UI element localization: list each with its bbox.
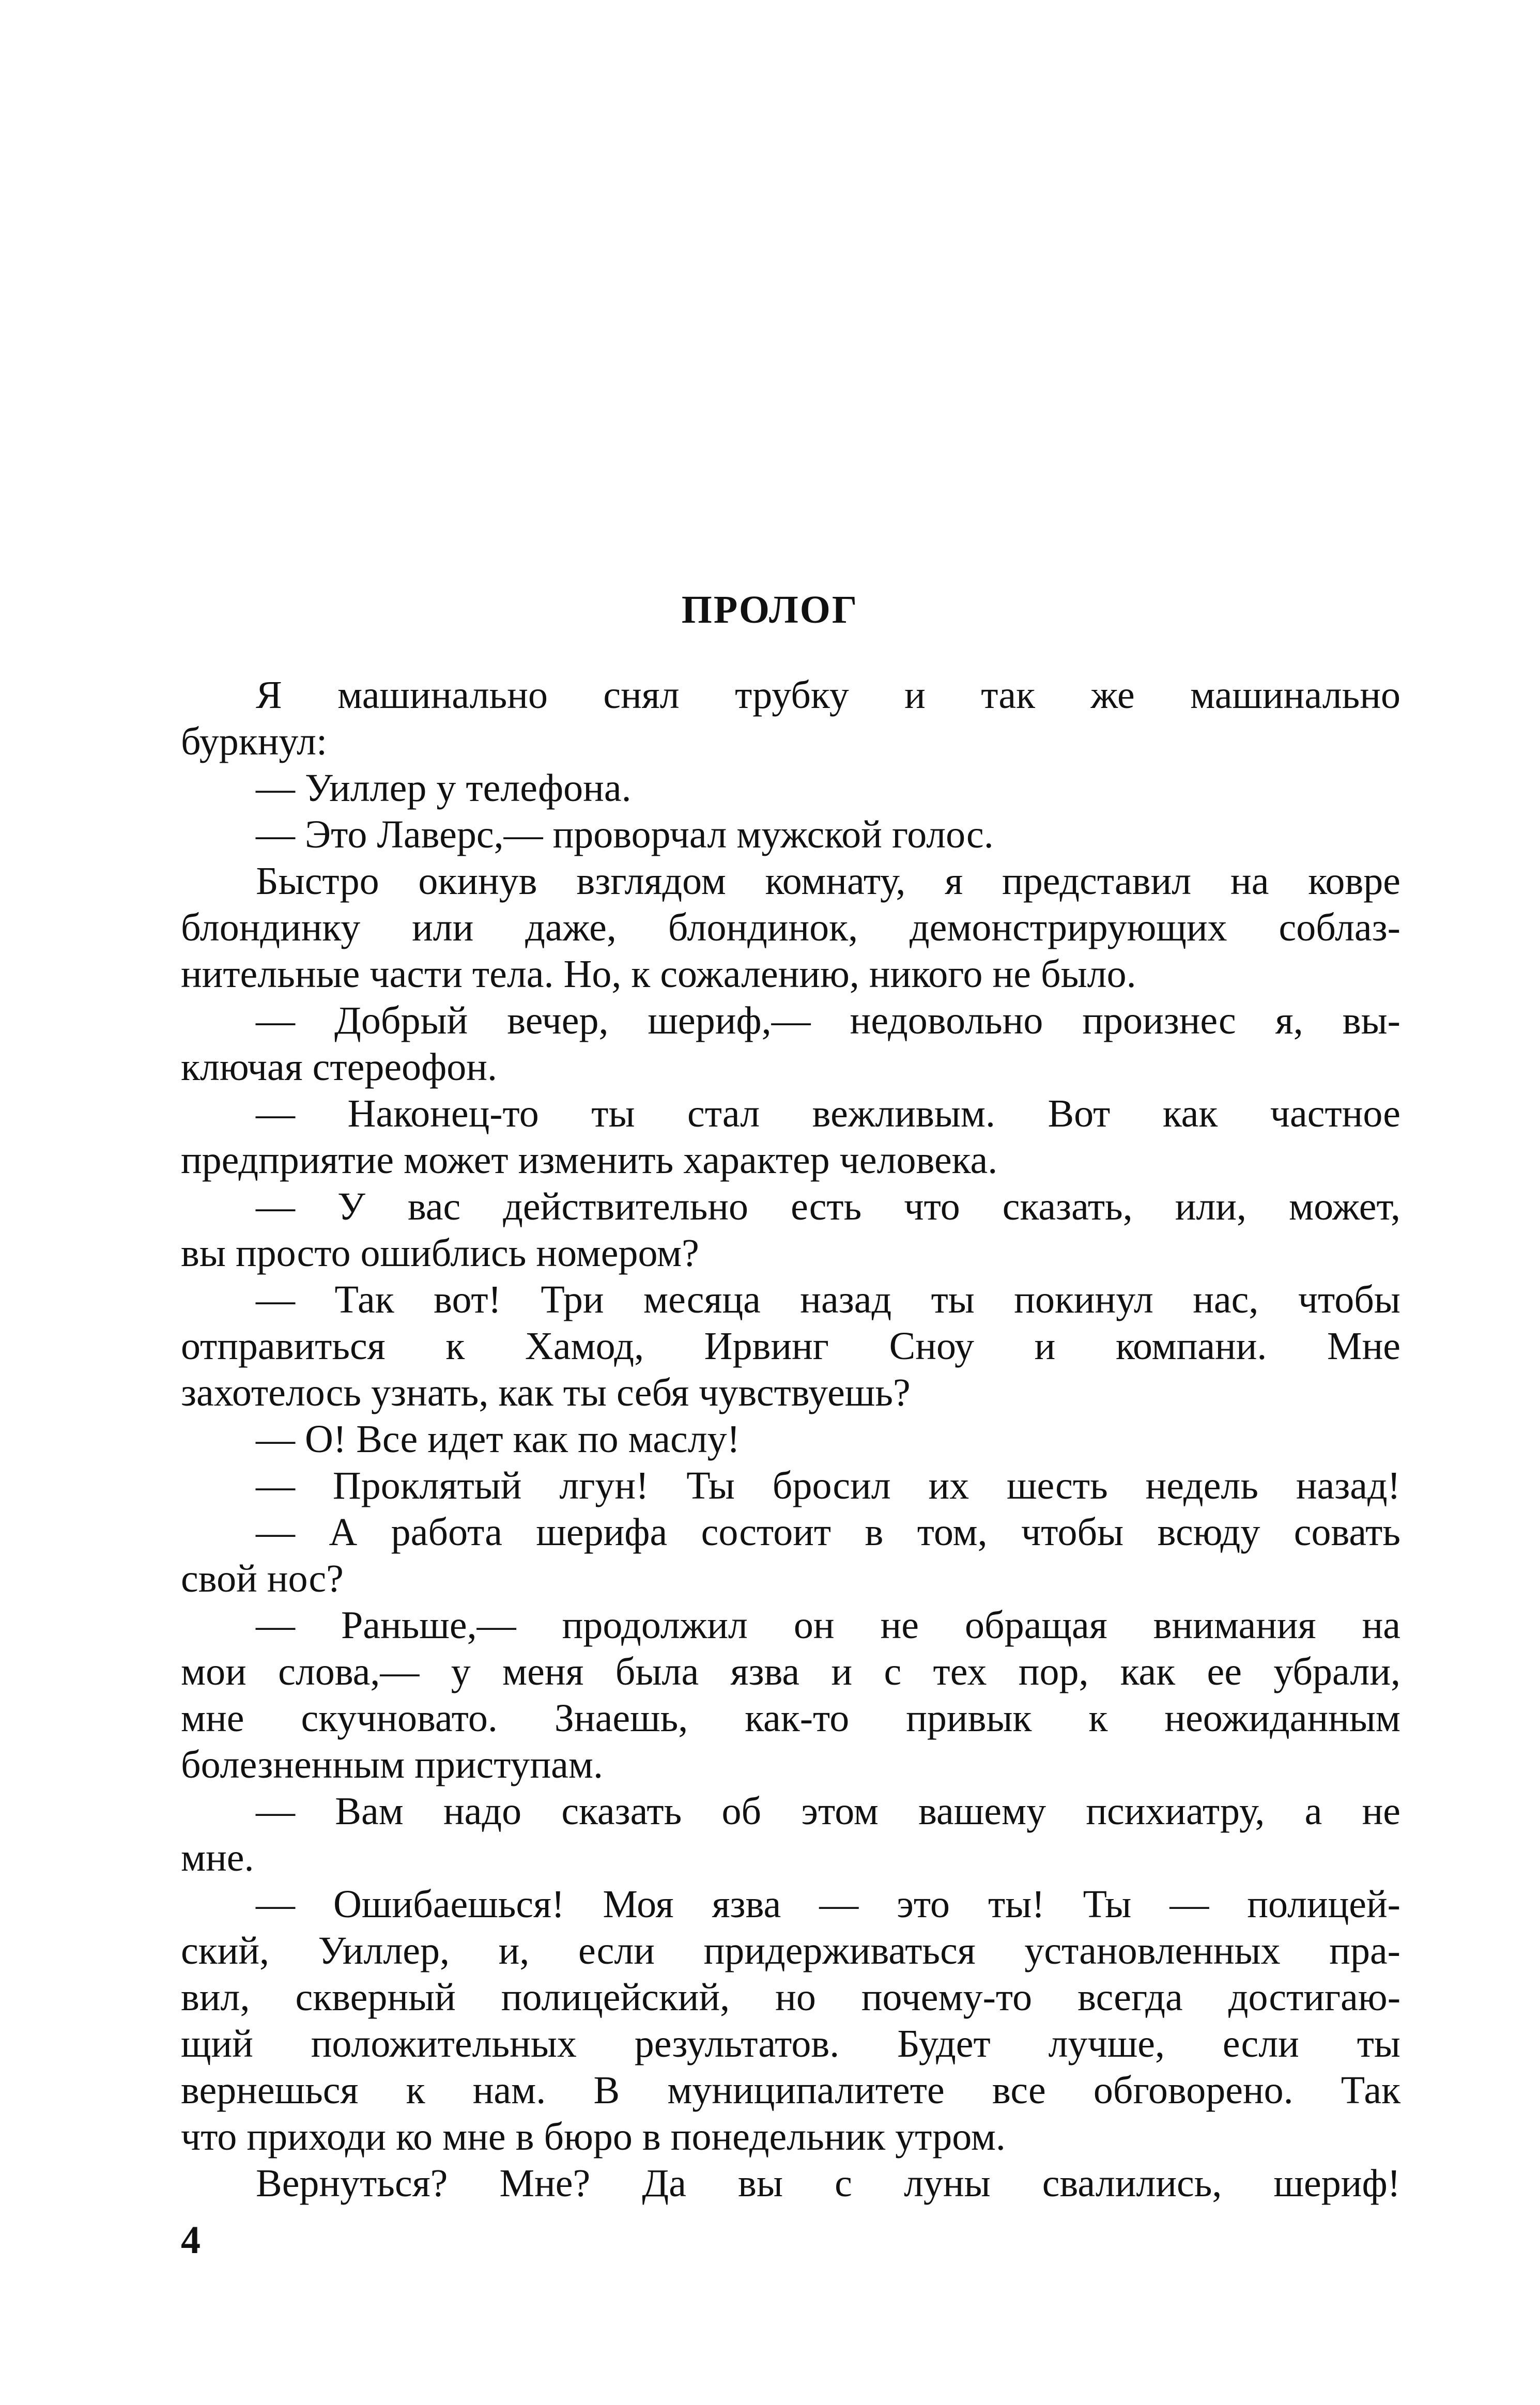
page-number: 4 [181,2218,201,2262]
text-line: вы просто ошиблись номером? [181,1231,699,1275]
text-line: болезненным приступам. [181,1743,603,1786]
text-line: — Наконец-то ты стал вежливым. Вот как частное [256,1092,1400,1135]
text-line: нительные части тела. Но, к сожалению, никого не было. [181,952,1136,996]
text-line: мои слова,— у меня была язва и с тех пор, как ее убрали, [181,1650,1400,1693]
text-line: — Проклятый лгун! Ты бросил их шесть недель назад! [256,1464,1400,1507]
text-line: захотелось узнать, как ты себя чувствуешь? [181,1371,911,1414]
text-line: буркнул: [181,720,328,763]
text-line: Быстро окинув взглядом комнату, я представил на ковре [256,859,1400,903]
text-line: Я машинально снял трубку и так же машинально [256,673,1400,717]
text-line: — Это Лаверс,— проворчал мужской голос. [256,813,994,856]
text-line: ключая стереофон. [181,1045,497,1089]
text-line: — Ошибаешься! Моя язва — это ты! Ты — полицей- [256,1883,1400,1926]
text-line: — Добрый вечер, шериф,— недовольно произнес я, вы- [256,999,1400,1042]
text-line: — О! Все идет как по маслу! [256,1417,740,1461]
text-line: мне. [181,1836,254,1879]
text-line: отправиться к Хамод, Ирвинг Сноу и компани. Мне [181,1324,1400,1368]
text-line: вил, скверный полицейский, но почему-то всегда достигаю- [181,1976,1400,2019]
body-text [181,672,1400,2207]
text-line: — Так вот! Три месяца назад ты покинул нас, чтобы [256,1278,1400,1321]
text-line: ский, Уиллер, и, если придерживаться установленных пра- [181,1929,1400,1972]
text-line: что приходи ко мне в бюро в понедельник утром. [181,2115,1006,2159]
text-line: — У вас действительно есть что сказать, или, может, [256,1185,1400,1228]
text-line: — Уиллер у телефона. [256,766,632,810]
chapter-title: ПРОЛОГ [681,588,859,631]
text-line: — Вам надо сказать об этом вашему психиатру, а не [256,1790,1400,1833]
text-line: мне скучновато. Знаешь, как-то привык к неожиданным [181,1697,1400,1740]
text-line: щий положительных результатов. Будет лучше, если ты [181,2022,1400,2065]
text-line: блондинку или даже, блондинок, демонстрирующих соблаз- [181,906,1400,949]
text-line: предприятие может изменить характер человека. [181,1138,998,1182]
text-line: Вернуться? Мне? Да вы с луны свалились, шериф! [256,2162,1400,2205]
text-line: — А работа шерифа состоит в том, чтобы всюду совать [256,1510,1400,1554]
text-line: свой нос? [181,1557,344,1600]
text-line: — Раньше,— продолжил он не обращая внимания на [256,1604,1400,1647]
text-line: вернешься к нам. В муниципалитете все обговорено. Так [181,2069,1400,2112]
